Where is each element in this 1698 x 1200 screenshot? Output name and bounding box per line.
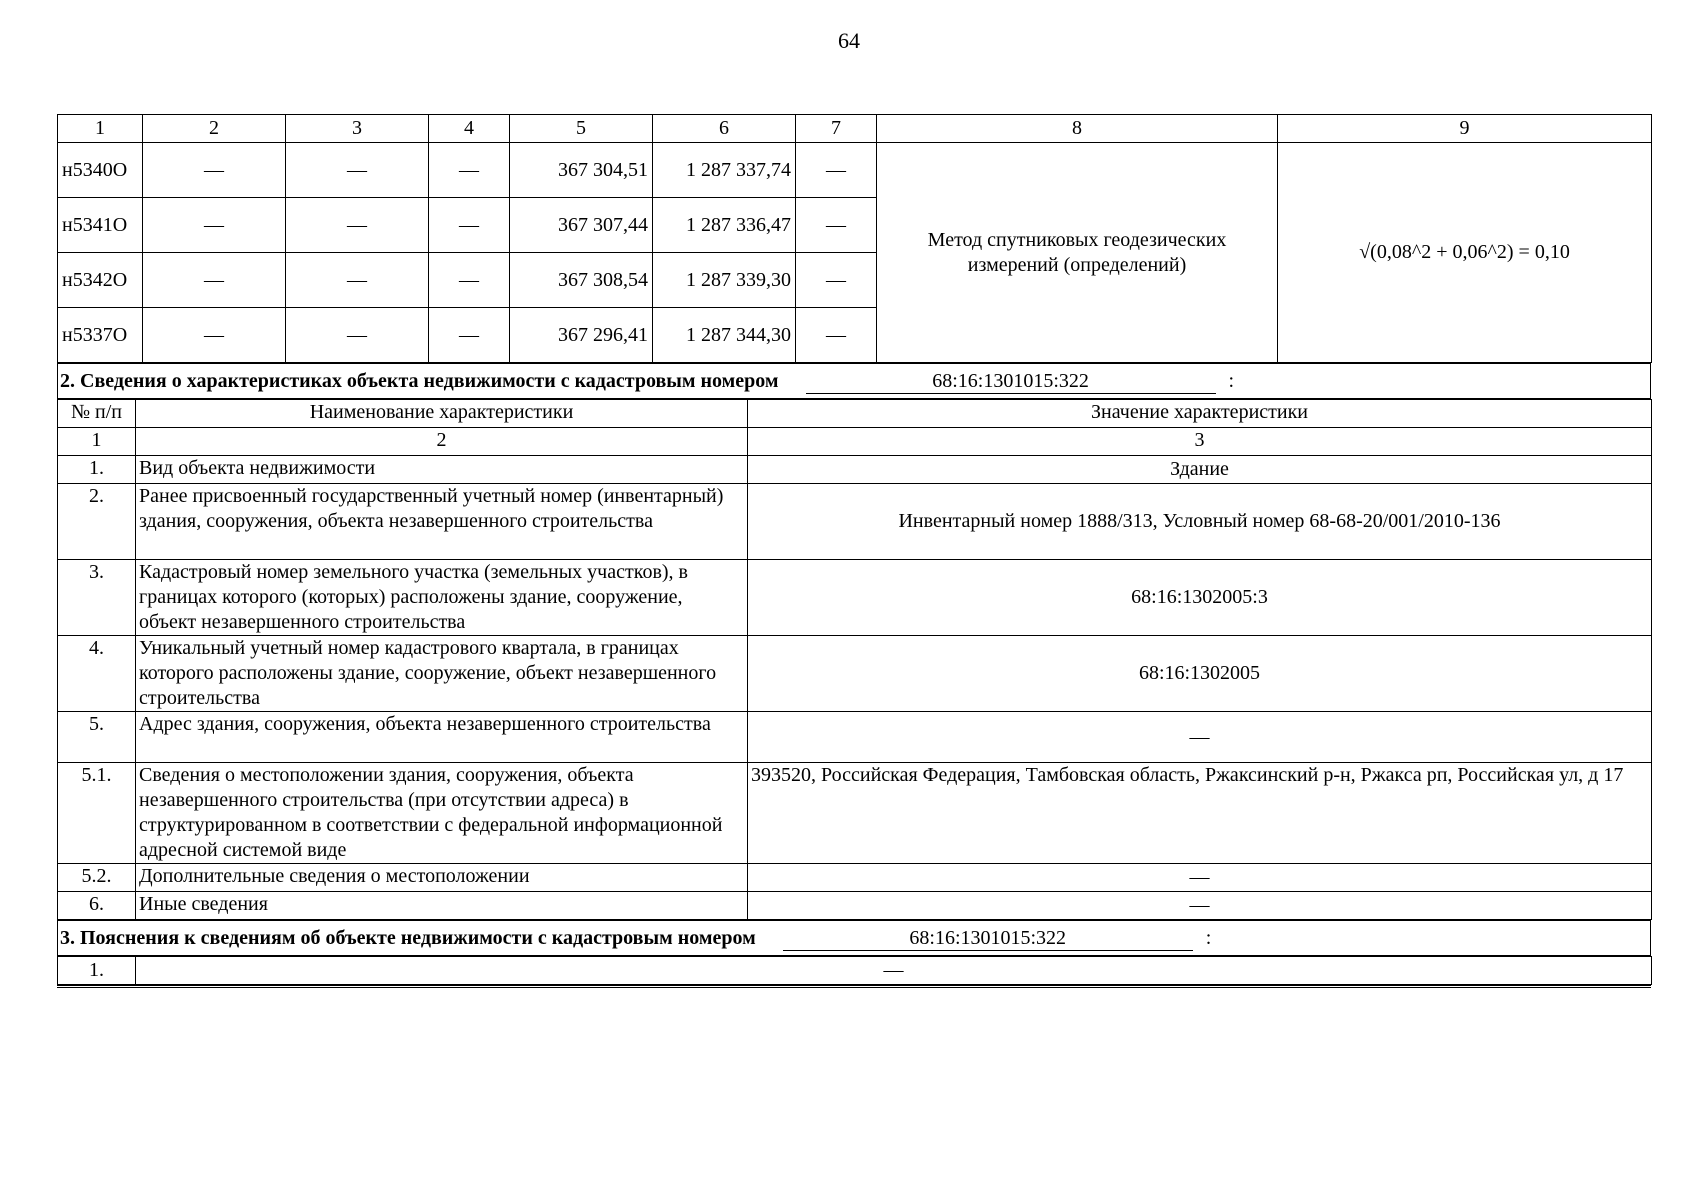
cadastral-number: 68:16:1301015:322: [783, 926, 1193, 951]
section-title: 3. Пояснения к сведениям об объекте недвижимости с кадастровым номером: [60, 926, 756, 949]
cell-dash: —: [429, 198, 510, 253]
table-row: [58, 560, 1652, 636]
coordinate-y: 1 287 344,30: [653, 308, 796, 363]
characteristic-value: —: [748, 864, 1652, 892]
characteristic-name: Адрес здания, сооружения, объекта незавершенного строительства: [136, 712, 748, 763]
cell-dash: —: [796, 253, 877, 308]
coordinate-x: 367 307,44: [510, 198, 653, 253]
characteristic-value: Инвентарный номер 1888/313, Условный номер 68-68-20/001/2010-136: [748, 484, 1652, 560]
point-id: н5342О: [58, 253, 143, 308]
characteristics-table: [57, 399, 1652, 920]
characteristic-name: Вид объекта недвижимости: [136, 456, 748, 484]
characteristic-name: Ранее присвоенный государственный учетный номер (инвентарный) здания, сооружения, объекта незавершенного строительства: [136, 484, 748, 560]
section-3-heading: [57, 920, 1651, 956]
row-number: 2.: [58, 484, 136, 560]
cell-dash: —: [286, 308, 429, 363]
table-row: [58, 712, 1652, 763]
characteristic-name: Иные сведения: [136, 892, 748, 920]
characteristic-value: 393520, Российская Федерация, Тамбовская область, Ржаксинский р-н, Ржакса рп, Российская ул, д 17: [748, 763, 1652, 864]
column-number: 2: [143, 115, 286, 143]
table-row: [58, 864, 1652, 892]
column-header: Наименование характеристики: [136, 400, 748, 428]
row-number: 6.: [58, 892, 136, 920]
table-row: [58, 456, 1652, 484]
cell-dash: —: [143, 253, 286, 308]
cell-dash: —: [143, 198, 286, 253]
row-number: 5.: [58, 712, 136, 763]
table-row: [58, 143, 1652, 198]
row-number: 3.: [58, 560, 136, 636]
table-row: [58, 892, 1652, 920]
page-number: 64: [838, 28, 860, 53]
method-cell: Метод спутниковых геодезических измерений (определений): [877, 143, 1278, 363]
cell-dash: —: [286, 198, 429, 253]
characteristic-value: 68:16:1302005:3: [748, 560, 1652, 636]
table-row: [58, 636, 1652, 712]
coordinate-y: 1 287 336,47: [653, 198, 796, 253]
table-row: [58, 957, 1652, 985]
characteristic-value: —: [748, 712, 1652, 763]
note-text: —: [136, 957, 1652, 985]
characteristics-number-row: [58, 428, 1652, 456]
column-header: Значение характеристики: [748, 400, 1652, 428]
cell-dash: —: [286, 253, 429, 308]
coordinates-header-row: [58, 115, 1652, 143]
coordinate-x: 367 296,41: [510, 308, 653, 363]
accuracy-cell: √(0,08^2 + 0,06^2) = 0,10: [1278, 143, 1652, 363]
cell-dash: —: [429, 253, 510, 308]
column-number: 2: [136, 428, 748, 456]
column-number: 3: [748, 428, 1652, 456]
colon: :: [1205, 926, 1212, 949]
cell-dash: —: [143, 143, 286, 198]
characteristics-header-row: [58, 400, 1652, 428]
column-number: 4: [429, 115, 510, 143]
row-number: 4.: [58, 636, 136, 712]
point-id: н5340О: [58, 143, 143, 198]
characteristic-name: Кадастровый номер земельного участка (земельных участков), в границах которого (которых) расположены здание, сооружение, объект незавершенного строительства: [136, 560, 748, 636]
characteristic-name: Сведения о местоположении здания, сооружения, объекта незавершенного строительства (при отсутствии адреса) в структурированном в соответствии с федеральной информационной адресной системой виде: [136, 763, 748, 864]
table-row: [58, 484, 1652, 560]
point-id: н5341О: [58, 198, 143, 253]
column-number: 3: [286, 115, 429, 143]
cell-dash: —: [286, 143, 429, 198]
row-number: 5.1.: [58, 763, 136, 864]
section-title: 2. Сведения о характеристиках объекта недвижимости с кадастровым номером: [60, 369, 779, 392]
section-2-heading: [57, 363, 1651, 399]
cell-dash: —: [796, 308, 877, 363]
row-number: 1.: [58, 456, 136, 484]
characteristic-value: —: [748, 892, 1652, 920]
column-number: 1: [58, 428, 136, 456]
characteristic-name: Уникальный учетный номер кадастрового квартала, в границах которого расположены здание, сооружение, объект незавершенного строительства: [136, 636, 748, 712]
cell-dash: —: [143, 308, 286, 363]
characteristic-value: 68:16:1302005: [748, 636, 1652, 712]
coordinate-y: 1 287 337,74: [653, 143, 796, 198]
column-number: 6: [653, 115, 796, 143]
cell-dash: —: [429, 143, 510, 198]
point-id: н5337О: [58, 308, 143, 363]
column-number: 9: [1278, 115, 1652, 143]
characteristic-name: Дополнительные сведения о местоположении: [136, 864, 748, 892]
column-header: № п/п: [58, 400, 136, 428]
column-number: 7: [796, 115, 877, 143]
coordinate-y: 1 287 339,30: [653, 253, 796, 308]
coordinates-table: [57, 114, 1652, 363]
cell-dash: —: [796, 198, 877, 253]
cell-dash: —: [796, 143, 877, 198]
colon: :: [1228, 369, 1235, 392]
row-number: 5.2.: [58, 864, 136, 892]
document-sheet: [57, 114, 1651, 988]
column-number: 5: [510, 115, 653, 143]
cadastral-number: 68:16:1301015:322: [806, 369, 1216, 394]
coordinate-x: 367 308,54: [510, 253, 653, 308]
cell-dash: —: [429, 308, 510, 363]
column-number: 1: [58, 115, 143, 143]
table-row: [58, 763, 1652, 864]
notes-table: [57, 956, 1652, 985]
coordinate-x: 367 304,51: [510, 143, 653, 198]
column-number: 8: [877, 115, 1278, 143]
characteristic-value: Здание: [748, 456, 1652, 484]
row-number: 1.: [58, 957, 136, 985]
